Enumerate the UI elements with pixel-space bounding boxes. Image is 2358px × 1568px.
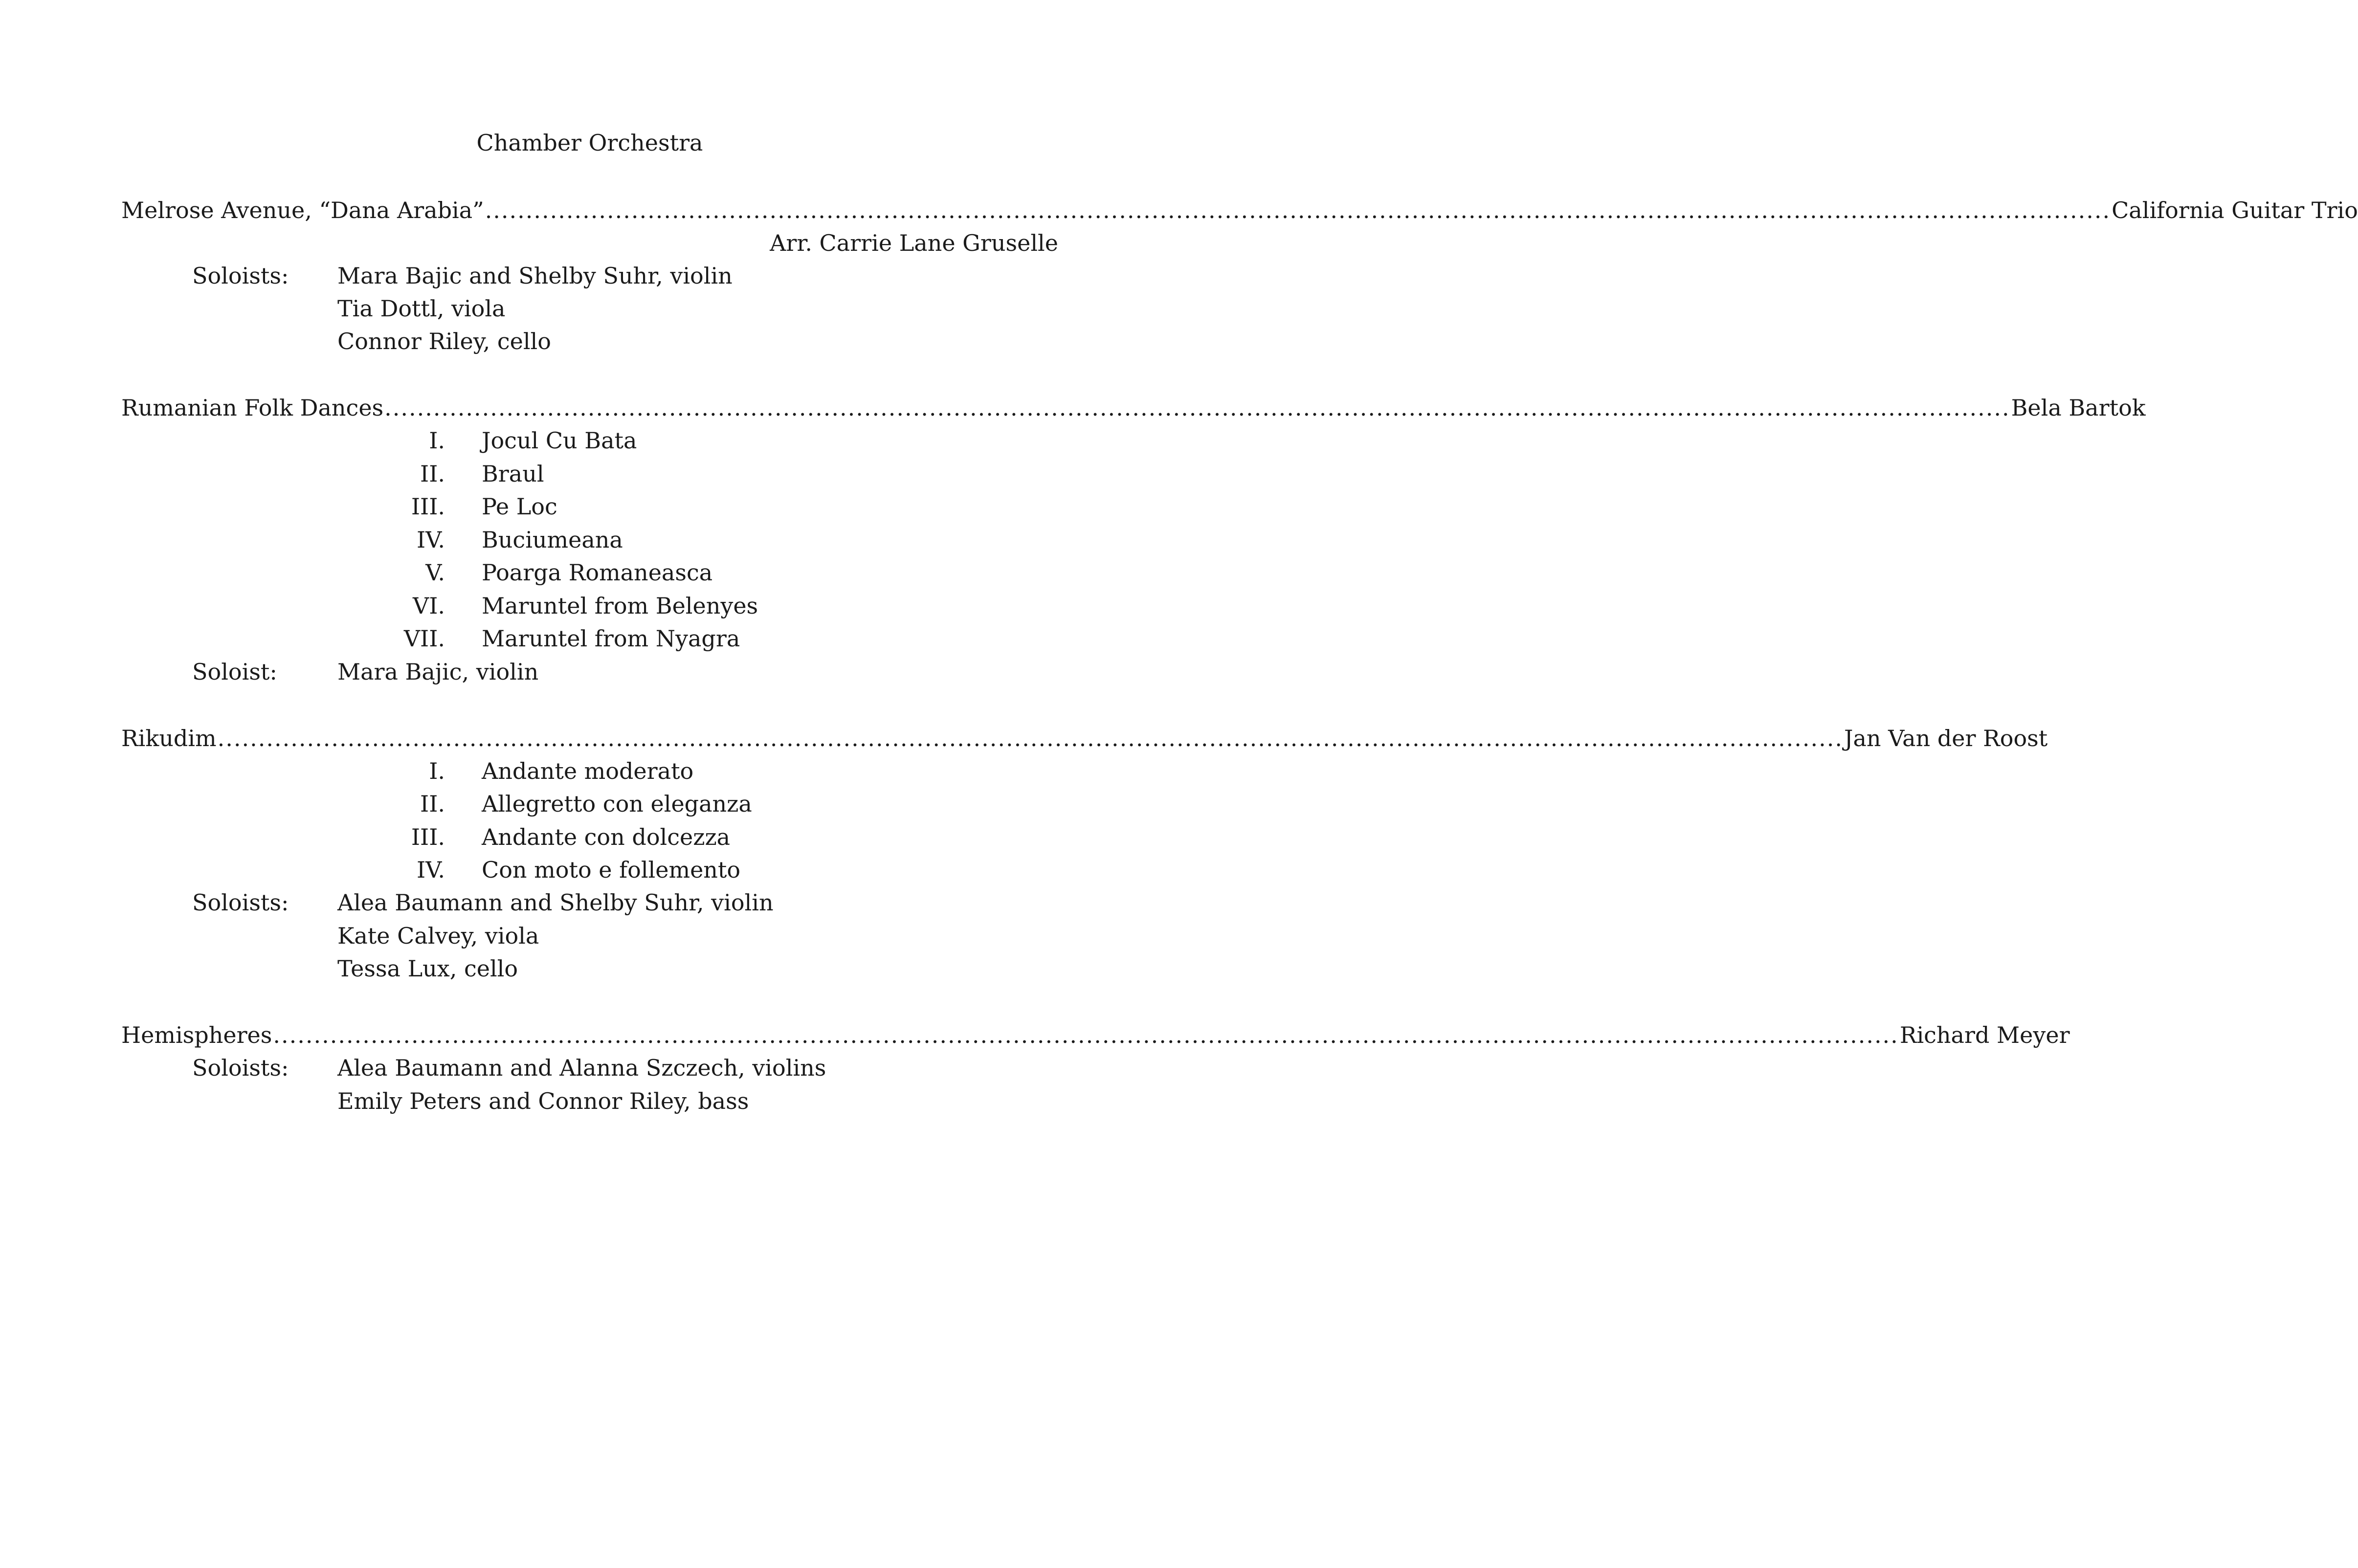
composer: California Guitar Trio — [2112, 197, 2358, 223]
dot-leader: ........................................................................................................................................................................................................ — [485, 197, 2111, 223]
composer: Richard Meyer — [1899, 1022, 2070, 1048]
arranger: Arr. Carrie Lane Gruselle — [770, 230, 1058, 256]
movement-title: Pe Loc — [482, 493, 557, 520]
soloist: Kate Calvey, viola — [337, 923, 539, 949]
movement-title: Buciumeana — [482, 527, 623, 553]
soloist-label: Soloists: — [192, 889, 289, 916]
program-line — [121, 194, 2358, 227]
movement-title: Con moto e follemento — [482, 857, 741, 883]
soloist-label: Soloists: — [192, 263, 289, 289]
soloist: Connor Riley, cello — [337, 328, 551, 354]
movement-number: I. — [429, 427, 445, 454]
composer: Bela Bartok — [2011, 395, 2146, 421]
work-title: Rikudim — [121, 725, 217, 751]
soloist: Alea Baumann and Alanna Szczech, violins — [337, 1055, 826, 1081]
soloist-label: Soloists: — [192, 1055, 289, 1081]
soloist: Mara Bajic and Shelby Suhr, violin — [337, 263, 733, 289]
movement-number: III. — [411, 493, 445, 520]
soloist: Emily Peters and Connor Riley, bass — [337, 1088, 749, 1114]
work-title: Melrose Avenue, “Dana Arabia” — [121, 197, 484, 223]
dot-leader: ........................................................................................................................................................................................................ — [273, 1022, 1899, 1048]
movement-number: IV. — [417, 527, 445, 553]
movement-number: II. — [420, 461, 445, 487]
soloist: Mara Bajic, violin — [337, 659, 539, 685]
movement-title: Maruntel from Nyagra — [482, 625, 740, 652]
work-title: Hemispheres — [121, 1022, 272, 1048]
movement-title: Andante moderato — [482, 758, 694, 784]
soloist: Tia Dottl, viola — [337, 295, 506, 322]
movement-title: Allegretto con eleganza — [482, 791, 752, 817]
page-title: Chamber Orchestra — [476, 130, 703, 156]
movement-number: V. — [425, 559, 445, 586]
work-title: Rumanian Folk Dances — [121, 395, 384, 421]
dot-leader: ........................................................................................................................................................................................................ — [217, 725, 1844, 751]
movement-number: IV. — [417, 857, 445, 883]
movement-title: Jocul Cu Bata — [482, 427, 637, 454]
soloist: Tessa Lux, cello — [337, 955, 518, 982]
movement-number: VII. — [403, 625, 445, 652]
program-line — [121, 1018, 2070, 1052]
dot-leader: ........................................................................................................................................................................................................ — [384, 395, 2010, 421]
program-line — [121, 391, 2146, 424]
soloist: Alea Baumann and Shelby Suhr, violin — [337, 889, 774, 916]
movement-title: Poarga Romaneasca — [482, 559, 713, 586]
movement-title: Braul — [482, 461, 544, 487]
movement-title: Andante con dolcezza — [482, 824, 731, 850]
soloist-label: Soloist: — [192, 659, 277, 685]
movement-title: Maruntel from Belenyes — [482, 593, 758, 619]
movement-number: II. — [420, 791, 445, 817]
movement-number: VI. — [412, 593, 445, 619]
movement-number: III. — [411, 824, 445, 850]
program-line — [121, 722, 2048, 755]
composer: Jan Van der Roost — [1844, 725, 2048, 751]
movement-number: I. — [429, 758, 445, 784]
